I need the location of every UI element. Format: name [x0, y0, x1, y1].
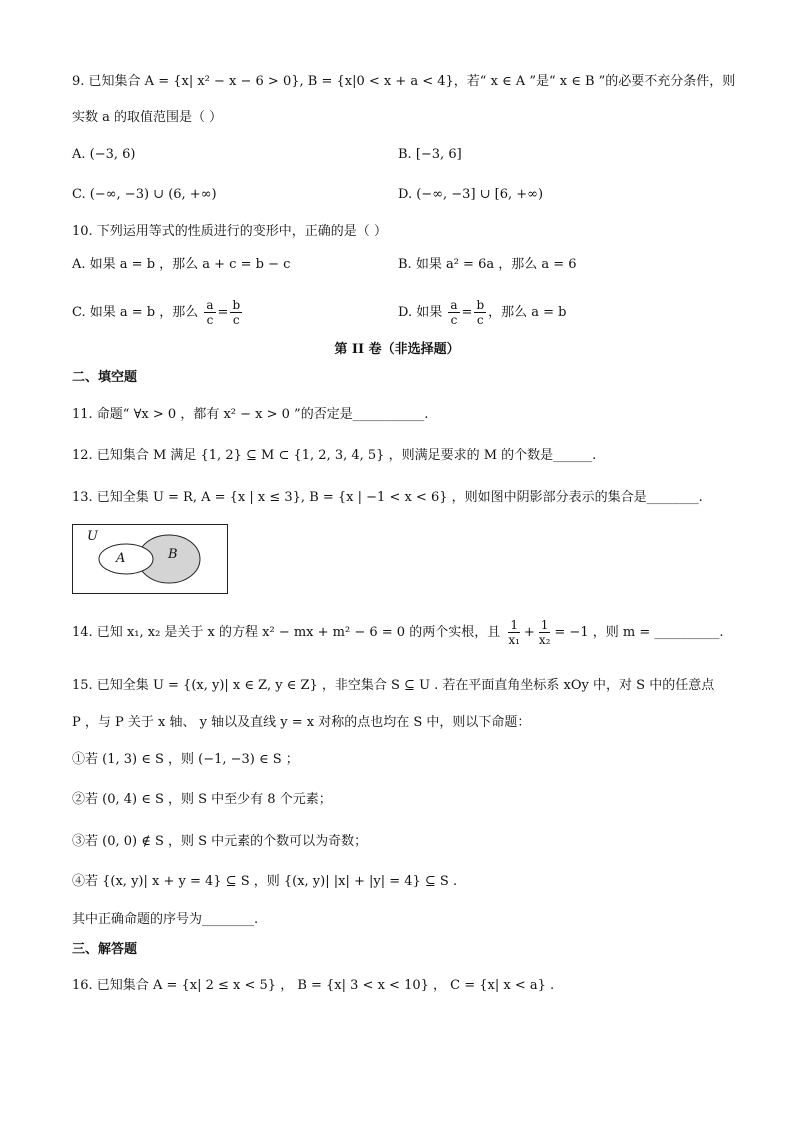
- fraction-b-over-c: [230, 298, 242, 327]
- q15-stem-line1: 15. 已知全集 U = {(x, y)| x ∈ Z, y ∈ Z} ，非空集合 S ⊆ U . 若在平面直角坐标系 xOy 中，对 S 中的任意点: [72, 678, 715, 693]
- q14-stem: 14. 已知 x₁, x₂ 是关于 x 的方程 x² − mx + m² − 6 = 0 的两个实根，且: [72, 625, 501, 640]
- frac-numerator: a: [206, 298, 214, 312]
- q10-option-b: B. 如果 a² = 6a ，那么 a = 6: [398, 257, 577, 272]
- q9-option-d: D. (−∞, −3] ∪ [6, +∞): [398, 187, 544, 202]
- fraction-1-over-x2: [537, 618, 553, 647]
- venn-set-b-label: B: [168, 547, 178, 562]
- frac-numerator: a: [450, 298, 458, 312]
- frac-denominator: c: [206, 313, 214, 327]
- q10-option-d-text: D. 如果: [398, 305, 443, 320]
- frac-denominator: c: [232, 313, 240, 327]
- frac-numerator: 1: [510, 618, 518, 632]
- q11: 11. 命题“ ∀x > 0 ，都有 x² − x > 0 ”的否定是___________.: [72, 407, 429, 422]
- q10-option-d-conclusion: ，那么 a = b: [488, 305, 567, 320]
- part-2-title: 第 II 卷（非选择题）: [334, 342, 460, 357]
- frac-denominator: x₂: [538, 633, 551, 647]
- fraction-a-over-c: [204, 298, 215, 327]
- fraction-b-over-c: [474, 298, 486, 327]
- q14: 14. 已知 x₁, x₂ 是关于 x 的方程 x² − mx + m² − 6 = 0 的两个实根，且 $\frac{1}{\text{x₁}}$ + $\frac{1}{\text{x₂}}$ = −1 ，则 m = __________.: [72, 618, 724, 647]
- fraction-a-over-c: [448, 298, 459, 327]
- q10-option-c: C. 如果 a = b ，那么 $\frac{a}{c}$ = $\frac{b}{c}$: [72, 298, 241, 327]
- q14-tail: = −1 ，则 m = __________.: [554, 625, 724, 640]
- q16: 16. 已知集合 A = {x| 2 ≤ x < 5} ， B = {x| 3 < x < 10} ， C = {x| x < a} .: [72, 978, 555, 993]
- q10-option-c-text: C. 如果 a = b ，那么: [72, 305, 199, 320]
- venn-universe-label: U: [87, 529, 98, 544]
- frac-denominator: c: [476, 313, 484, 327]
- q15-item-4: ④若 {(x, y)| x + y = 4} ⊆ S ，则 {(x, y)| |x| + |y| = 4} ⊆ S .: [72, 874, 458, 889]
- fraction-1-over-x1: [506, 618, 522, 647]
- q15-item-1: ①若 (1, 3) ∈ S ，则 (−1, −3) ∈ S ；: [72, 752, 299, 767]
- section-fill-in-heading: 二、填空题: [72, 370, 138, 385]
- q9-option-c: C. (−∞, −3) ∪ (6, +∞): [72, 187, 217, 202]
- venn-set-a-label: A: [116, 551, 126, 566]
- venn-diagram: [72, 524, 228, 594]
- q15-item-2: ②若 (0, 4) ∈ S ，则 S 中至少有 8 个元素；: [72, 792, 332, 807]
- q15-item-3: ③若 (0, 0) ∉ S ，则 S 中元素的个数可以为奇数；: [72, 834, 368, 849]
- set-a-ellipse: [99, 544, 153, 574]
- q10-option-a: A. 如果 a = b ，那么 a + c = b − c: [72, 257, 291, 272]
- frac-numerator: b: [232, 298, 241, 312]
- q10-stem: 10. 下列运用等式的性质进行的变形中，正确的是（ ）: [72, 224, 387, 239]
- q15-answer-prompt: 其中正确命题的序号为________.: [72, 912, 259, 927]
- q9-stem-line2: 实数 a 的取值范围是（ ）: [72, 110, 223, 125]
- q9-option-a: A. (−3, 6): [72, 147, 136, 162]
- frac-denominator: c: [450, 313, 458, 327]
- frac-numerator: 1: [540, 618, 549, 632]
- q13: 13. 已知全集 U = R, A = {x | x ≤ 3}, B = {x | −1 < x < 6} ，则如图中阴影部分表示的集合是________.: [72, 490, 703, 505]
- q10-option-d: D. 如果 $\frac{a}{c}$ = $\frac{b}{c}$ ，那么 a = b: [398, 298, 567, 327]
- q15-stem-line2: P ，与 P 关于 x 轴、 y 轴以及直线 y = x 对称的点也均在 S 中，则以下命题：: [72, 715, 531, 730]
- frac-denominator: x₁: [508, 633, 520, 647]
- q12: 12. 已知集合 M 满足 {1, 2} ⊆ M ⊂ {1, 2, 3, 4, 5} ，则满足要求的 M 的个数是______.: [72, 448, 597, 463]
- q9-option-b: B. [−3, 6]: [398, 147, 462, 162]
- q9-stem-line1: 9. 已知集合 A = {x| x² − x − 6 > 0}, B = {x|0 < x + a < 4}，若“ x ∈ A ”是“ x ∈ B ”的必要不充分条件，则: [72, 74, 736, 89]
- section-answer-heading: 三、解答题: [72, 942, 138, 957]
- frac-numerator: b: [476, 298, 485, 312]
